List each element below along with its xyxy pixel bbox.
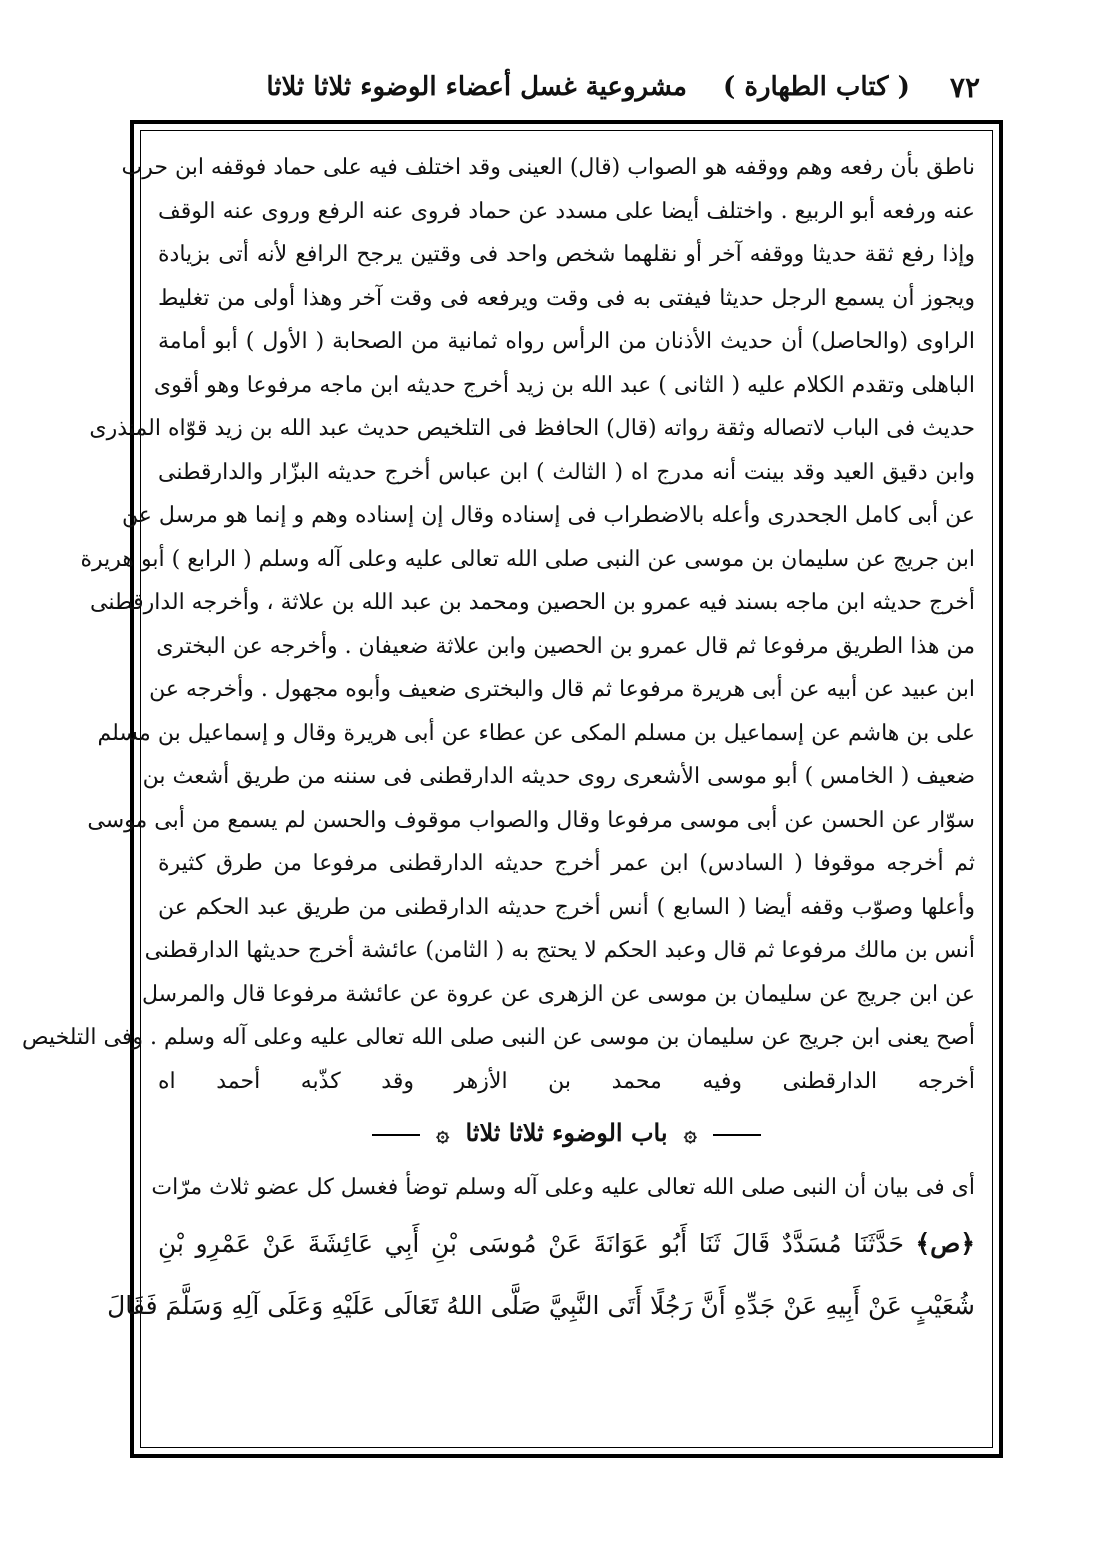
page-frame (21, 120, 1003, 1458)
book-title: ( كتاب الطهارة ) (722, 72, 910, 102)
commentary-line: عنه ورفعه أبو الربيع . واختلف أيضا على مسدد عن حماد فروى عنه الرفع وروى عنه الوقف (158, 198, 975, 224)
commentary-line: ابن عبيد عن أبيه عن أبى هريرة مرفوعا ثم قال والبخترى ضعيف وأبوه مجهول . وأخرجه عن (149, 677, 975, 702)
commentary-line: سوّار عن الحسن عن أبى موسى مرفوعا وقال والصواب موقوف والحسن لم يسمع من أبى موسى (87, 807, 975, 833)
hadith-marker: ﴿ص﴾ (915, 1229, 975, 1258)
hadith-line-2: شُعَيْبٍ عَنْ أَبِيهِ عَنْ جَدِّهِ أَنَّ رَجُلًا أَتَى النَّبِيَّ صَلَّى اللهُ تَعَالَى عَلَيْهِ وَعَلَى آلِهِ وَسَلَّمَ فَقَالَ (107, 1291, 975, 1320)
commentary-line: ناطق بأن رفعه وهم ووقفه هو الصواب (قال) العينى وقد اختلف فيه على حماد فوقفه ابن حرب (121, 155, 975, 180)
commentary-line: وابن دقيق العيد وقد بينت أنه مدرج اه ( الثالث ) ابن عباس أخرج حديثه البزّار والدارقطنى (158, 459, 975, 485)
page-content (21, 146, 975, 1440)
page-header (150, 62, 980, 112)
ornament-icon: ۞ (683, 1121, 697, 1147)
commentary-line: حديث فى الباب لاتصاله وثقة رواته (قال) الحافظ فى التلخيص حديث عبد الله بن زيد قوّاه المنذرى (89, 416, 975, 441)
commentary-line: وإذا رفع ثقة حديثا ووقفه آخر أو نقلهما شخص واحد فى وقتين يرجح الرافع لأنه أتى بزيادة (158, 242, 975, 267)
commentary-line: عن أبى كامل الجحدرى وأعله بالاضطراب فى إسناده وقال إن إسناده وهم و إنما هو مرسل عن (122, 503, 975, 528)
heading-rule-right (372, 1134, 420, 1136)
commentary-line: ضعيف ( الخامس ) أبو موسى الأشعرى روى حديثه الدارقطنى فى سننه من طريق أشعث بن (142, 764, 975, 789)
commentary-line: الراوى (والحاصل) أن حديث الأذنان من الرأس رواه ثمانية من الصحابة ( الأول ) أبو أمامة (158, 329, 975, 354)
commentary-line: أصح يعنى ابن جريج عن سليمان بن موسى عن النبى صلى الله تعالى عليه وعلى آله وسلم . وفى التلخيص (21, 1025, 975, 1050)
page-number: ٧٢ (949, 70, 980, 104)
commentary-line: وأعلها وصوّب وقفه أيضا ( السابع ) أنس أخرج حديثه الدارقطنى من طريق عبد الحكم عن (158, 894, 975, 920)
chapter-title: باب الوضوء ثلاثا ثلاثا (465, 1118, 668, 1147)
ornament-icon: ۞ (436, 1121, 450, 1147)
chapter-explanation: أى فى بيان أن النبى صلى الله تعالى عليه وعلى آله وسلم توضأ فغسل كل عضو ثلاث مرّات (151, 1175, 975, 1200)
chapter-heading (158, 1103, 975, 1163)
commentary-line: على بن هاشم عن إسماعيل بن مسلم المكى عن عطاء عن أبى هريرة وقال و إسماعيل بن مسلم (97, 720, 975, 746)
heading-rule-left (713, 1134, 761, 1136)
commentary-line: من هذا الطريق مرفوعا ثم قال عمرو بن الحصين وابن علاثة ضعيفان . وأخرجه عن البخترى (156, 633, 975, 659)
commentary-line: ابن جريج عن سليمان بن موسى عن النبى صلى الله تعالى عليه وعلى آله وسلم ( الرابع ) أبو هريرة (80, 546, 975, 572)
hadith-line-1 (158, 1213, 975, 1275)
commentary-line: أنس بن مالك مرفوعا ثم قال وعبد الحكم لا يحتج به ( الثامن) عائشة أخرج حديثها الدارقطنى (144, 938, 975, 963)
commentary-line: ثم أخرجه موقوفا ( السادس) ابن عمر أخرج حديثه الدارقطنى مرفوعا من طرق كثيرة (158, 851, 975, 876)
commentary-line: ويجوز أن يسمع الرجل حديثا فيفتى به فى وقت ويرفعه فى وقت آخر وهذا أولى من تغليط (158, 285, 975, 311)
commentary-line: أخرجه الدارقطنى وفيه محمد بن الأزهر وقد كذّبه أحمد اه (158, 1068, 975, 1094)
commentary-line: الباهلى وتقدم الكلام عليه ( الثانى ) عبد الله بن زيد أخرج حديثه ابن ماجه مرفوعا وهو أقوى (153, 372, 975, 398)
commentary-block (21, 146, 975, 1103)
section-title: مشروعية غسل أعضاء الوضوء ثلاثا ثلاثا (266, 72, 687, 102)
commentary-line: عن ابن جريج عن سليمان بن موسى عن الزهرى عن عروة عن عائشة مرفوعا قال والمرسل (142, 981, 975, 1007)
commentary-line: أخرج حديثه ابن ماجه بسند فيه عمرو بن الحصين ومحمد بن عبد الله بن علاثة ، وأخرجه الدارقطنى (90, 590, 975, 615)
hadith-text: حَدَّثَنَا مُسَدَّدٌ قَالَ ثَنَا أَبُو عَوَانَةَ عَنْ مُوسَى بْنِ أَبِي عَائِشَةَ عَنْ عَمْرِو بْنِ (158, 1229, 904, 1258)
